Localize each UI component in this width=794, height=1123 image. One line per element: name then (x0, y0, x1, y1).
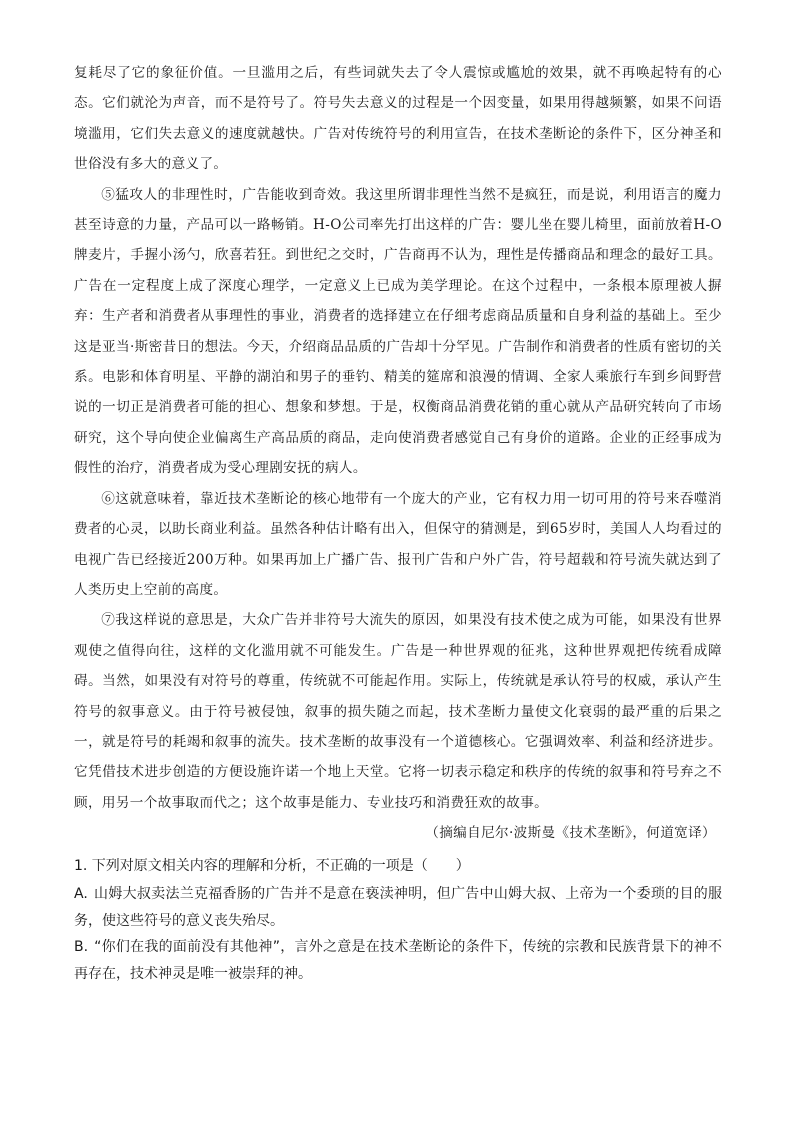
question-section (74, 853, 722, 988)
question-1-stem: 1. 下列对原文相关内容的理解和分析，不正确的一项是（ ） (74, 857, 470, 874)
option-b-letter: B. (74, 939, 89, 956)
option-b[interactable] (74, 934, 722, 987)
option-a[interactable] (74, 881, 722, 934)
paragraph-continued: 复耗尽了它的象征价值。一旦滥用之后，有些词就失去了令人震惊或尴尬的效果，就不再唤起特有的心态。它们就沦为声音，而不是符号了。符号失去意义的过程是一个因变量，如果用得越频繁，如果不问语境滥用，它们失去意义的速度就越快。广告对传统符号的利用宣告，在技术垄断论的条件下，区分神圣和世俗没有多大的意义了。 (74, 65, 722, 173)
paragraph-6: ⑥这就意味着，靠近技术垄断论的核心地带有一个庞大的产业，它有权力用一切可用的符号来吞噬消费者的心灵，以助长商业利益。虽然各种估计略有出入，但保守的猜测是，到65岁时，美国人人均看过的电视广告已经接近200万种。如果再加上广播广告、报刊广告和户外广告，符号超载和符号流失就达到了人类历史上空前的高度。 (74, 490, 722, 598)
source-citation: （摘编自尼尔·波斯曼《技术垄断》，何道宽译） (425, 825, 716, 842)
paragraph-5: ⑤猛攻人的非理性时，广告能收到奇效。我这里所谓非理性当然不是疯狂，而是说，利用语言的魔力甚至诗意的力量，产品可以一路畅销。H-O公司率先打出这样的广告：婴儿坐在婴儿椅里，面前放着H-O牌麦片，手握小汤勺，欣喜若狂。到世纪之交时，广告商再不认为，理性是传播商品和理念的最好工具。广告在一定程度上成了深度心理学，一定意义上已成为美学理论。在这个过程中，一条根本原理被人摒弃：生产者和消费者从事理性的事业，消费者的选择建立在仔细考虑商品质量和自身利益的基础上。至少这是亚当·斯密昔日的想法。今天，介绍商品品质的广告却十分罕见。广告制作和消费者的性质有密切的关系。电影和体育明星、平静的湖泊和男子的垂钓、精美的筵席和浪漫的情调、全家人乘旅行车到乡间野营说的一切正是消费者可能的担心、想象和梦想。于是，权衡商品消费花销的重心就从产品研究转向了市场研究，这个导向使企业偏离生产高品质的商品，走向使消费者感觉自己有身价的道路。企业的正经事成为假性的治疗，消费者成为受心理剧安抚的病人。 (74, 186, 722, 477)
option-a-letter: A. (74, 886, 88, 903)
option-a-text: 山姆大叔卖法兰克福香肠的广告并不是意在亵渎神明，但广告中山姆大叔、上帝为一个委琐的目的服务，使这些符号的意义丧失殆尽。 (74, 886, 722, 929)
option-b-text: “你们在我的面前没有其他神”，言外之意是在技术垄断论的条件下，传统的宗教和民族背景下的神不再存在，技术神灵是唯一被崇拜的神。 (74, 939, 722, 982)
paragraph-7: ⑦我这样说的意思是，大众广告并非符号大流失的原因，如果没有技术使之成为可能，如果没有世界观使之值得向往，这样的文化滥用就不可能发生。广告是一种世界观的征兆，这种世界观把传统看成障碍。当然，如果没有对符号的尊重，传统就不可能起作用。实际上，传统就是承认符号的权威，承认产生符号的叙事意义。由于符号被侵蚀，叙事的损失随之而起，技术垄断力量使文化衰弱的最严重的后果之一，就是符号的耗竭和叙事的流失。技术垄断的故事没有一个道德核心。它强调效率、利益和经济进步。它凭借技术进步创造的方便设施许诺一个地上天堂。它将一切表示稳定和秩序的传统的叙事和符号弃之不顾，用另一个故事取而代之；这个故事是能力、专业技巧和消费狂欢的故事。 (74, 612, 722, 811)
reading-passage (74, 58, 722, 818)
